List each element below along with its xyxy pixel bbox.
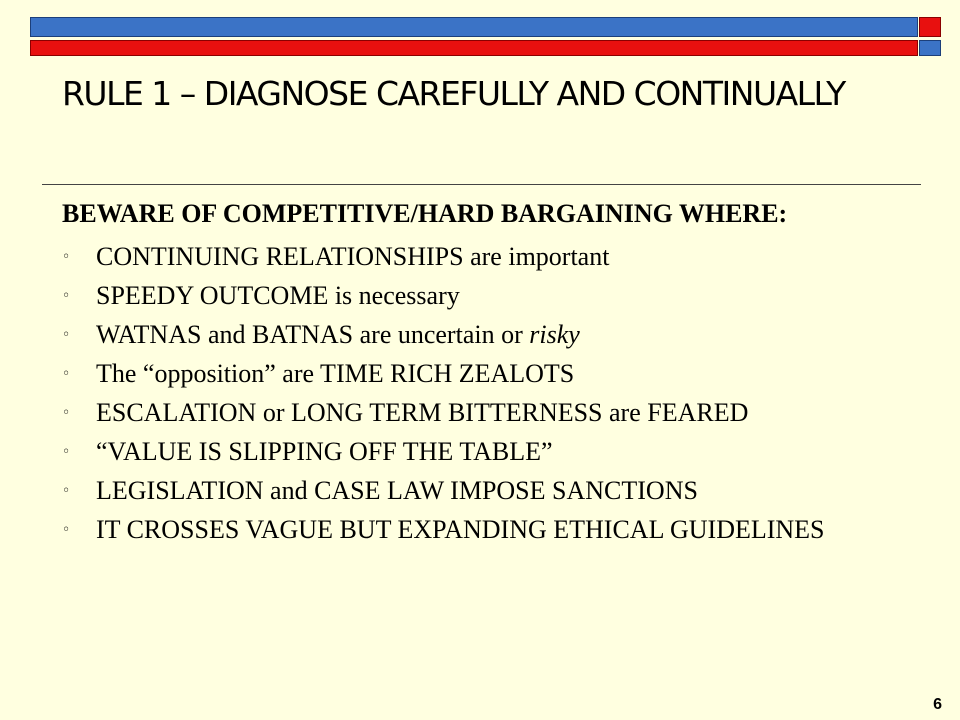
bullet-item xyxy=(62,359,922,389)
bullet-item xyxy=(62,242,922,272)
slide-title: RULE 1 – DIAGNOSE CAREFULLY AND CONTINUALLY xyxy=(62,74,845,113)
bullet-item xyxy=(62,320,922,350)
bullet-text: CONTINUING RELATIONSHIPS are important xyxy=(96,242,610,271)
decor-bar-blue xyxy=(30,17,918,37)
bullet-text: “VALUE IS SLIPPING OFF THE TABLE” xyxy=(96,437,553,466)
slide-body xyxy=(62,198,922,554)
bullet-icon: ◦ xyxy=(62,405,71,421)
title-divider xyxy=(42,184,921,185)
bullet-text: ESCALATION or LONG TERM BITTERNESS are FEARED xyxy=(96,398,749,427)
bullet-text: The “opposition” are TIME RICH ZEALOTS xyxy=(96,359,575,388)
bullet-emphasis: risky xyxy=(529,320,580,349)
bullet-text: WATNAS and BATNAS are uncertain or xyxy=(96,320,530,349)
slide-number: 6 xyxy=(933,696,942,713)
bullet-icon: ◦ xyxy=(62,327,71,343)
bullet-list xyxy=(62,242,922,545)
bullet-item xyxy=(62,398,922,428)
decor-square-blue xyxy=(919,40,941,56)
bullet-icon: ◦ xyxy=(62,483,71,499)
bullet-item xyxy=(62,515,922,545)
body-heading: BEWARE OF COMPETITIVE/HARD BARGAINING WHERE: xyxy=(62,199,788,228)
decor-bar-red xyxy=(30,40,918,56)
decor-square-red xyxy=(919,17,941,37)
bullet-icon: ◦ xyxy=(62,444,71,460)
bullet-text: IT CROSSES VAGUE BUT EXPANDING ETHICAL GUIDELINES xyxy=(96,515,825,544)
bullet-icon: ◦ xyxy=(62,522,71,538)
bullet-text: SPEEDY OUTCOME is necessary xyxy=(96,281,460,310)
bullet-icon: ◦ xyxy=(62,366,71,382)
bullet-item xyxy=(62,476,922,506)
bullet-text: LEGISLATION and CASE LAW IMPOSE SANCTIONS xyxy=(96,476,698,505)
bullet-icon: ◦ xyxy=(62,249,71,265)
bullet-icon: ◦ xyxy=(62,288,71,304)
bullet-item xyxy=(62,281,922,311)
bullet-item xyxy=(62,437,922,467)
